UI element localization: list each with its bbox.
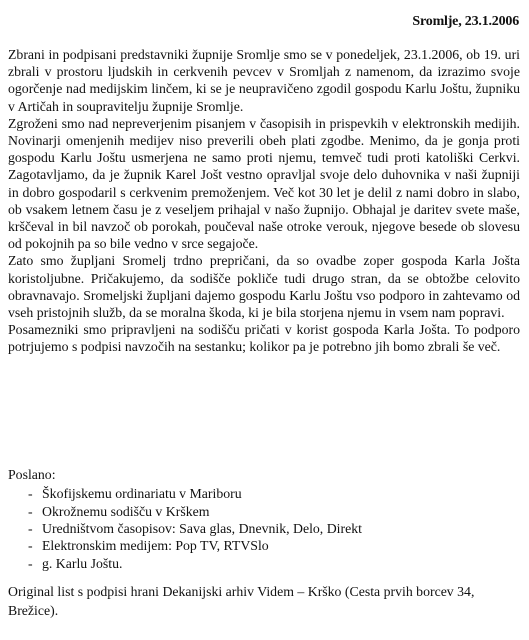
recipients-list xyxy=(8,485,520,572)
recipient-item: - Okrožnemu sodišču v Krškem xyxy=(28,503,520,520)
recipient-item: - Uredništvom časopisov: Sava glas, Dnevnik, Delo, Direkt xyxy=(28,520,520,537)
paragraph-intro: Zbrani in podpisani predstavniki župnije Sromlje smo se v ponedeljek, 23.1.2006, ob 19. uri zbrali v prostoru ljudskih in cerkvenih pevcev v Sromljah z namenom, da izrazimo svoje ogorčenje nad medijskim linčem, ki se je neupravičeno zgodil gospodu Karlu Joštu, župniku v Artičah in soupravitelju župnije Sromlje. xyxy=(8,47,520,114)
recipient-item: - Elektronskim medijem: Pop TV, RTVSlo xyxy=(28,537,520,554)
letter-body xyxy=(8,46,520,356)
archive-note: Original list s podpisi hrani Dekanijski arhiv Videm – Krško (Cesta prvih borcev 34, Brežice). xyxy=(8,584,475,618)
paragraph-outrage: Zgroženi smo nad nepreverjenim pisanjem v časopisih in prispevkih v elektronskih medijih. Novinarji omenjenih medijev niso preverili obeh plati zgodbe. Menimo, da je gonja proti gospodu Karlu Joštu usmerjena ne samo proti njemu, temveč tudi proti katoliški Cerkvi. Zagotavljamo, da je župnik Karel Jošt vestno opravljal svoje delo duhovnika v naši župniji in dobro gospodaril s cerkvenim premoženjem. Več kot 30 let je delil z nami dobro in slabo, ob vsakem letnem času je z veseljem prihajal v našo župnijo. Obhajal je daritev svete maše, krščeval in bil navzoč ob porokah, poučeval naše otroke verouk, njegove besede ob slovesu od pokojnih pa so bile vedno v srce segajoče. xyxy=(8,115,520,252)
recipients-heading: Poslano: xyxy=(8,467,56,482)
document-date: Sromlje, 23.1.2006 xyxy=(412,14,519,29)
paragraph-support: Zato smo župljani Sromelj trdno prepričani, da so ovadbe zoper gospoda Karla Jošta koristoljubne. Pričakujemo, da sodišče pokliče tudi drugo stran, da se obtožbe celovito obravnavajo. Sromeljski župljani dajemo gospodu Karlu Joštu vso podporo in zahtevamo od vseh pristojnih služb, da se moralna škoda, ki je bila storjena njemu in vsem nam popravi. xyxy=(8,253,520,321)
recipient-item: - g. Karlu Joštu. xyxy=(28,555,520,572)
paragraph-testimony: Posamezniki smo pripravljeni na sodišču pričati v korist gospoda Karla Jošta. To podporo potrjujemo s podpisi navzočih na sestanku; kolikor pa je potrebno jih bomo zbrali še več. xyxy=(8,322,520,355)
recipient-item: - Škofijskemu ordinariatu v Mariboru xyxy=(28,485,520,502)
recipients-section xyxy=(8,466,520,572)
